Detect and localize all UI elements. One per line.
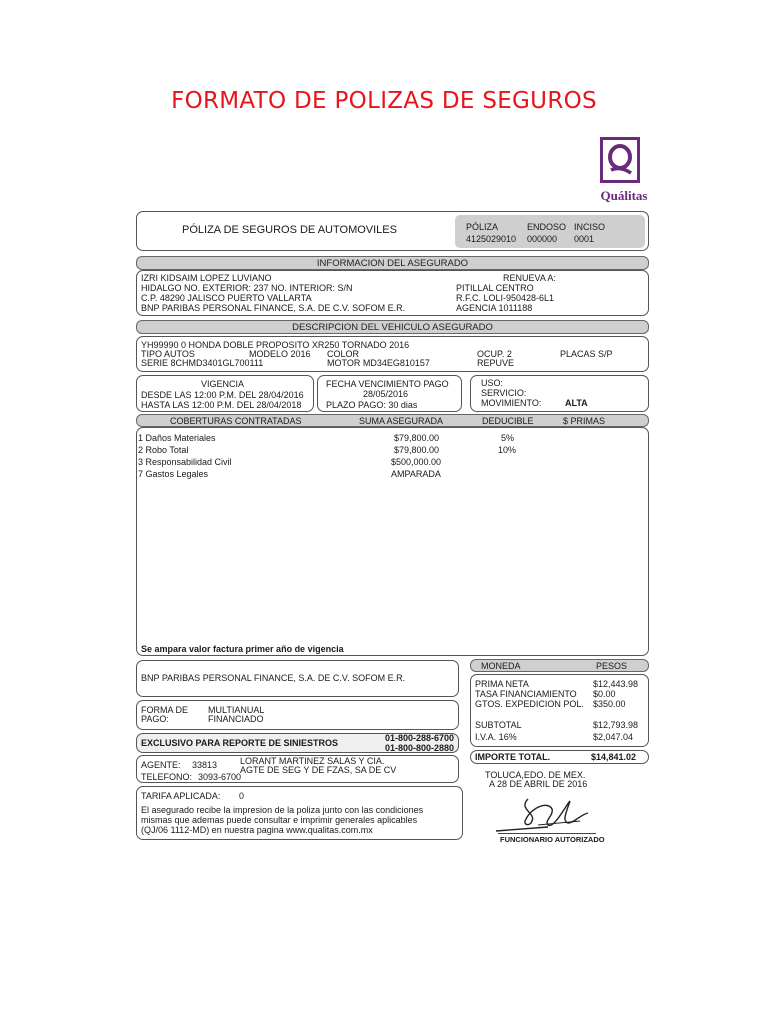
movimiento-value: ALTA xyxy=(565,398,588,408)
asegurado-section-bar: INFORMACION DEL ASEGURADO xyxy=(136,256,649,270)
inciso-label: INCISO xyxy=(574,222,606,232)
beneficiario-text: BNP PARIBAS PERSONAL FINANCE, S.A. DE C.V. SOFOM E.R. xyxy=(141,673,406,683)
vigencia-label: VIGENCIA xyxy=(201,379,245,389)
cobertura-suma: AMPARADA xyxy=(391,469,441,479)
insured-address2: C.P. 48290 JALISCO PUERTO VALLARTA xyxy=(141,293,312,303)
tarifa-label: TARIFA APLICADA: xyxy=(141,791,221,801)
agente-tel-label: TELEFONO: xyxy=(141,772,193,782)
movimiento-label: MOVIMIENTO: xyxy=(481,398,542,408)
vehicle-modelo: MODELO 2016 xyxy=(249,349,311,359)
importe-total: $14,841.02 xyxy=(591,752,637,762)
agente-name2: AGTE DE SEG Y DE FZAS, SA DE CV xyxy=(240,765,397,775)
cobertura-item: 2 Robo Total xyxy=(138,445,189,455)
signature-line xyxy=(498,833,596,834)
col-suma: SUMA ASEGURADA xyxy=(359,416,444,426)
gtos: $350.00 xyxy=(593,699,626,709)
vigencia-hasta: HASTA LAS 12:00 P.M. DEL 28/04/2018 xyxy=(141,400,302,410)
document-title: FORMATO DE POLIZAS DE SEGUROS xyxy=(171,88,597,114)
vigencia-desde: DESDE LAS 12:00 P.M. DEL 28/04/2016 xyxy=(141,390,304,400)
servicio-label: SERVICIO: xyxy=(481,388,527,398)
moneda-value: PESOS xyxy=(596,661,628,671)
cobertura-suma: $500,000.00 xyxy=(391,457,442,467)
agente-label: AGENTE: xyxy=(141,760,181,770)
disclaimer-line: mismas que ademas puede consultar e imprimir generales aplicables xyxy=(141,815,418,825)
policy-title: PÓLIZA DE SEGUROS DE AUTOMOVILES xyxy=(182,224,397,236)
rfc: R.F.C. LOLI-950428-6L1 xyxy=(456,293,555,303)
tasa: $0.00 xyxy=(593,689,616,699)
cobertura-item: 3 Responsabilidad Civil xyxy=(138,457,232,467)
lugar-line1: TOLUCA,EDO. DE MEX. xyxy=(485,770,586,780)
subtotal-label: SUBTOTAL xyxy=(475,720,522,730)
siniestros-tel1: 01-800-288-6700 xyxy=(385,733,455,743)
insured-address1: HIDALGO NO. EXTERIOR: 237 NO. INTERIOR: S/N xyxy=(141,283,353,293)
forma-pago-value2: FINANCIADO xyxy=(208,714,264,724)
vehicle-serie: SERIE 8CHMD3401GL700111 xyxy=(141,358,264,368)
forma-pago-label1: FORMA DE xyxy=(141,705,189,715)
siniestros-tel2: 01-800-800-2880 xyxy=(385,743,455,753)
vehicle-tipo: TIPO AUTOS xyxy=(141,349,195,359)
vehicle-desc: YH99990 0 HONDA DOBLE PROPOSITO XR250 TORNADO 2016 xyxy=(141,340,410,350)
prima-neta: $12,443.98 xyxy=(593,679,639,689)
subtotal: $12,793.98 xyxy=(593,720,639,730)
prima-neta-label: PRIMA NETA xyxy=(475,679,529,689)
endoso-number: 000000 xyxy=(527,234,558,244)
disclaimer-line: El asegurado recibe la impresion de la poliza junto con las condiciones xyxy=(141,805,424,815)
uso-label: USO: xyxy=(481,378,504,388)
qualitas-q-logo-icon xyxy=(600,137,640,183)
col-deducible: DEDUCIBLE xyxy=(482,416,534,426)
vehiculo-section-bar: DESCRIPCION DEL VEHICULO ASEGURADO xyxy=(136,320,649,334)
inciso-number: 0001 xyxy=(574,234,595,244)
cobertura-item: 7 Gastos Legales xyxy=(138,469,209,479)
pitillal: PITILLAL CENTRO xyxy=(456,283,534,293)
agente-name1: LORANT MARTINEZ SALAS Y CIA. xyxy=(240,756,385,766)
logo-name: Quálitas xyxy=(600,188,648,203)
col-coberturas: COBERTURAS CONTRATADAS xyxy=(170,416,302,426)
forma-pago-label2: PAGO: xyxy=(141,714,169,724)
insured-beneficiary: BNP PARIBAS PERSONAL FINANCE, S.A. DE C.V. SOFOM E.R. xyxy=(141,303,406,313)
poliza-number: 4125029010 xyxy=(466,234,517,244)
forma-pago-value1: MULTIANUAL xyxy=(208,705,265,715)
cobertura-suma: $79,800.00 xyxy=(394,433,440,443)
poliza-label: PÓLIZA xyxy=(466,222,499,232)
iva-label: I.V.A. 16% xyxy=(475,732,517,742)
vehicle-placas: PLACAS S/P xyxy=(560,349,613,359)
gtos-label: GTOS. EXPEDICION POL. xyxy=(475,699,584,709)
lugar-line2: A 28 DE ABRIL DE 2016 xyxy=(489,779,588,789)
fecha-pago: 28/05/2016 xyxy=(363,389,409,399)
cobertura-item: 1 Daños Materiales xyxy=(138,433,216,443)
insured-name: IZRI KIDSAIM LOPEZ LUVIANO xyxy=(141,273,272,283)
vehicle-color: COLOR xyxy=(327,349,360,359)
disclaimer-line: (QJ/06 1112-MD) en nuestra pagina www.qualitas.com.mx xyxy=(141,825,373,835)
agencia: AGENCIA 1011188 xyxy=(456,303,533,313)
plazo-pago: PLAZO PAGO: 30 dias xyxy=(326,400,418,410)
firma-label: FUNCIONARIO AUTORIZADO xyxy=(500,835,605,844)
iva: $2,047.04 xyxy=(593,732,634,742)
importe-label: IMPORTE TOTAL. xyxy=(475,752,551,762)
cobertura-deducible: 5% xyxy=(501,433,515,443)
fecha-pago-label: FECHA VENCIMIENTO PAGO xyxy=(326,379,449,389)
endoso-label: ENDOSO xyxy=(527,222,567,232)
tasa-label: TASA FINANCIAMIENTO xyxy=(475,689,577,699)
col-primas: $ PRIMAS xyxy=(563,416,606,426)
cobertura-deducible: 10% xyxy=(498,445,517,455)
vehicle-repuve: REPUVE xyxy=(477,358,515,368)
siniestros-label: EXCLUSIVO PARA REPORTE DE SINIESTROS xyxy=(141,738,339,748)
moneda-label: MONEDA xyxy=(481,661,521,671)
cobertura-suma: $79,800.00 xyxy=(394,445,440,455)
renueva-label: RENUEVA A: xyxy=(503,273,556,283)
agente-num: 33813 xyxy=(192,760,218,770)
coberturas-note: Se ampara valor factura primer año de vigencia xyxy=(141,644,344,654)
vehicle-ocup: OCUP. 2 xyxy=(477,349,512,359)
agente-tel: 3093-6700 xyxy=(198,772,242,782)
tarifa-value: 0 xyxy=(239,791,245,801)
vehicle-motor: MOTOR MD34EG810157 xyxy=(327,358,430,368)
